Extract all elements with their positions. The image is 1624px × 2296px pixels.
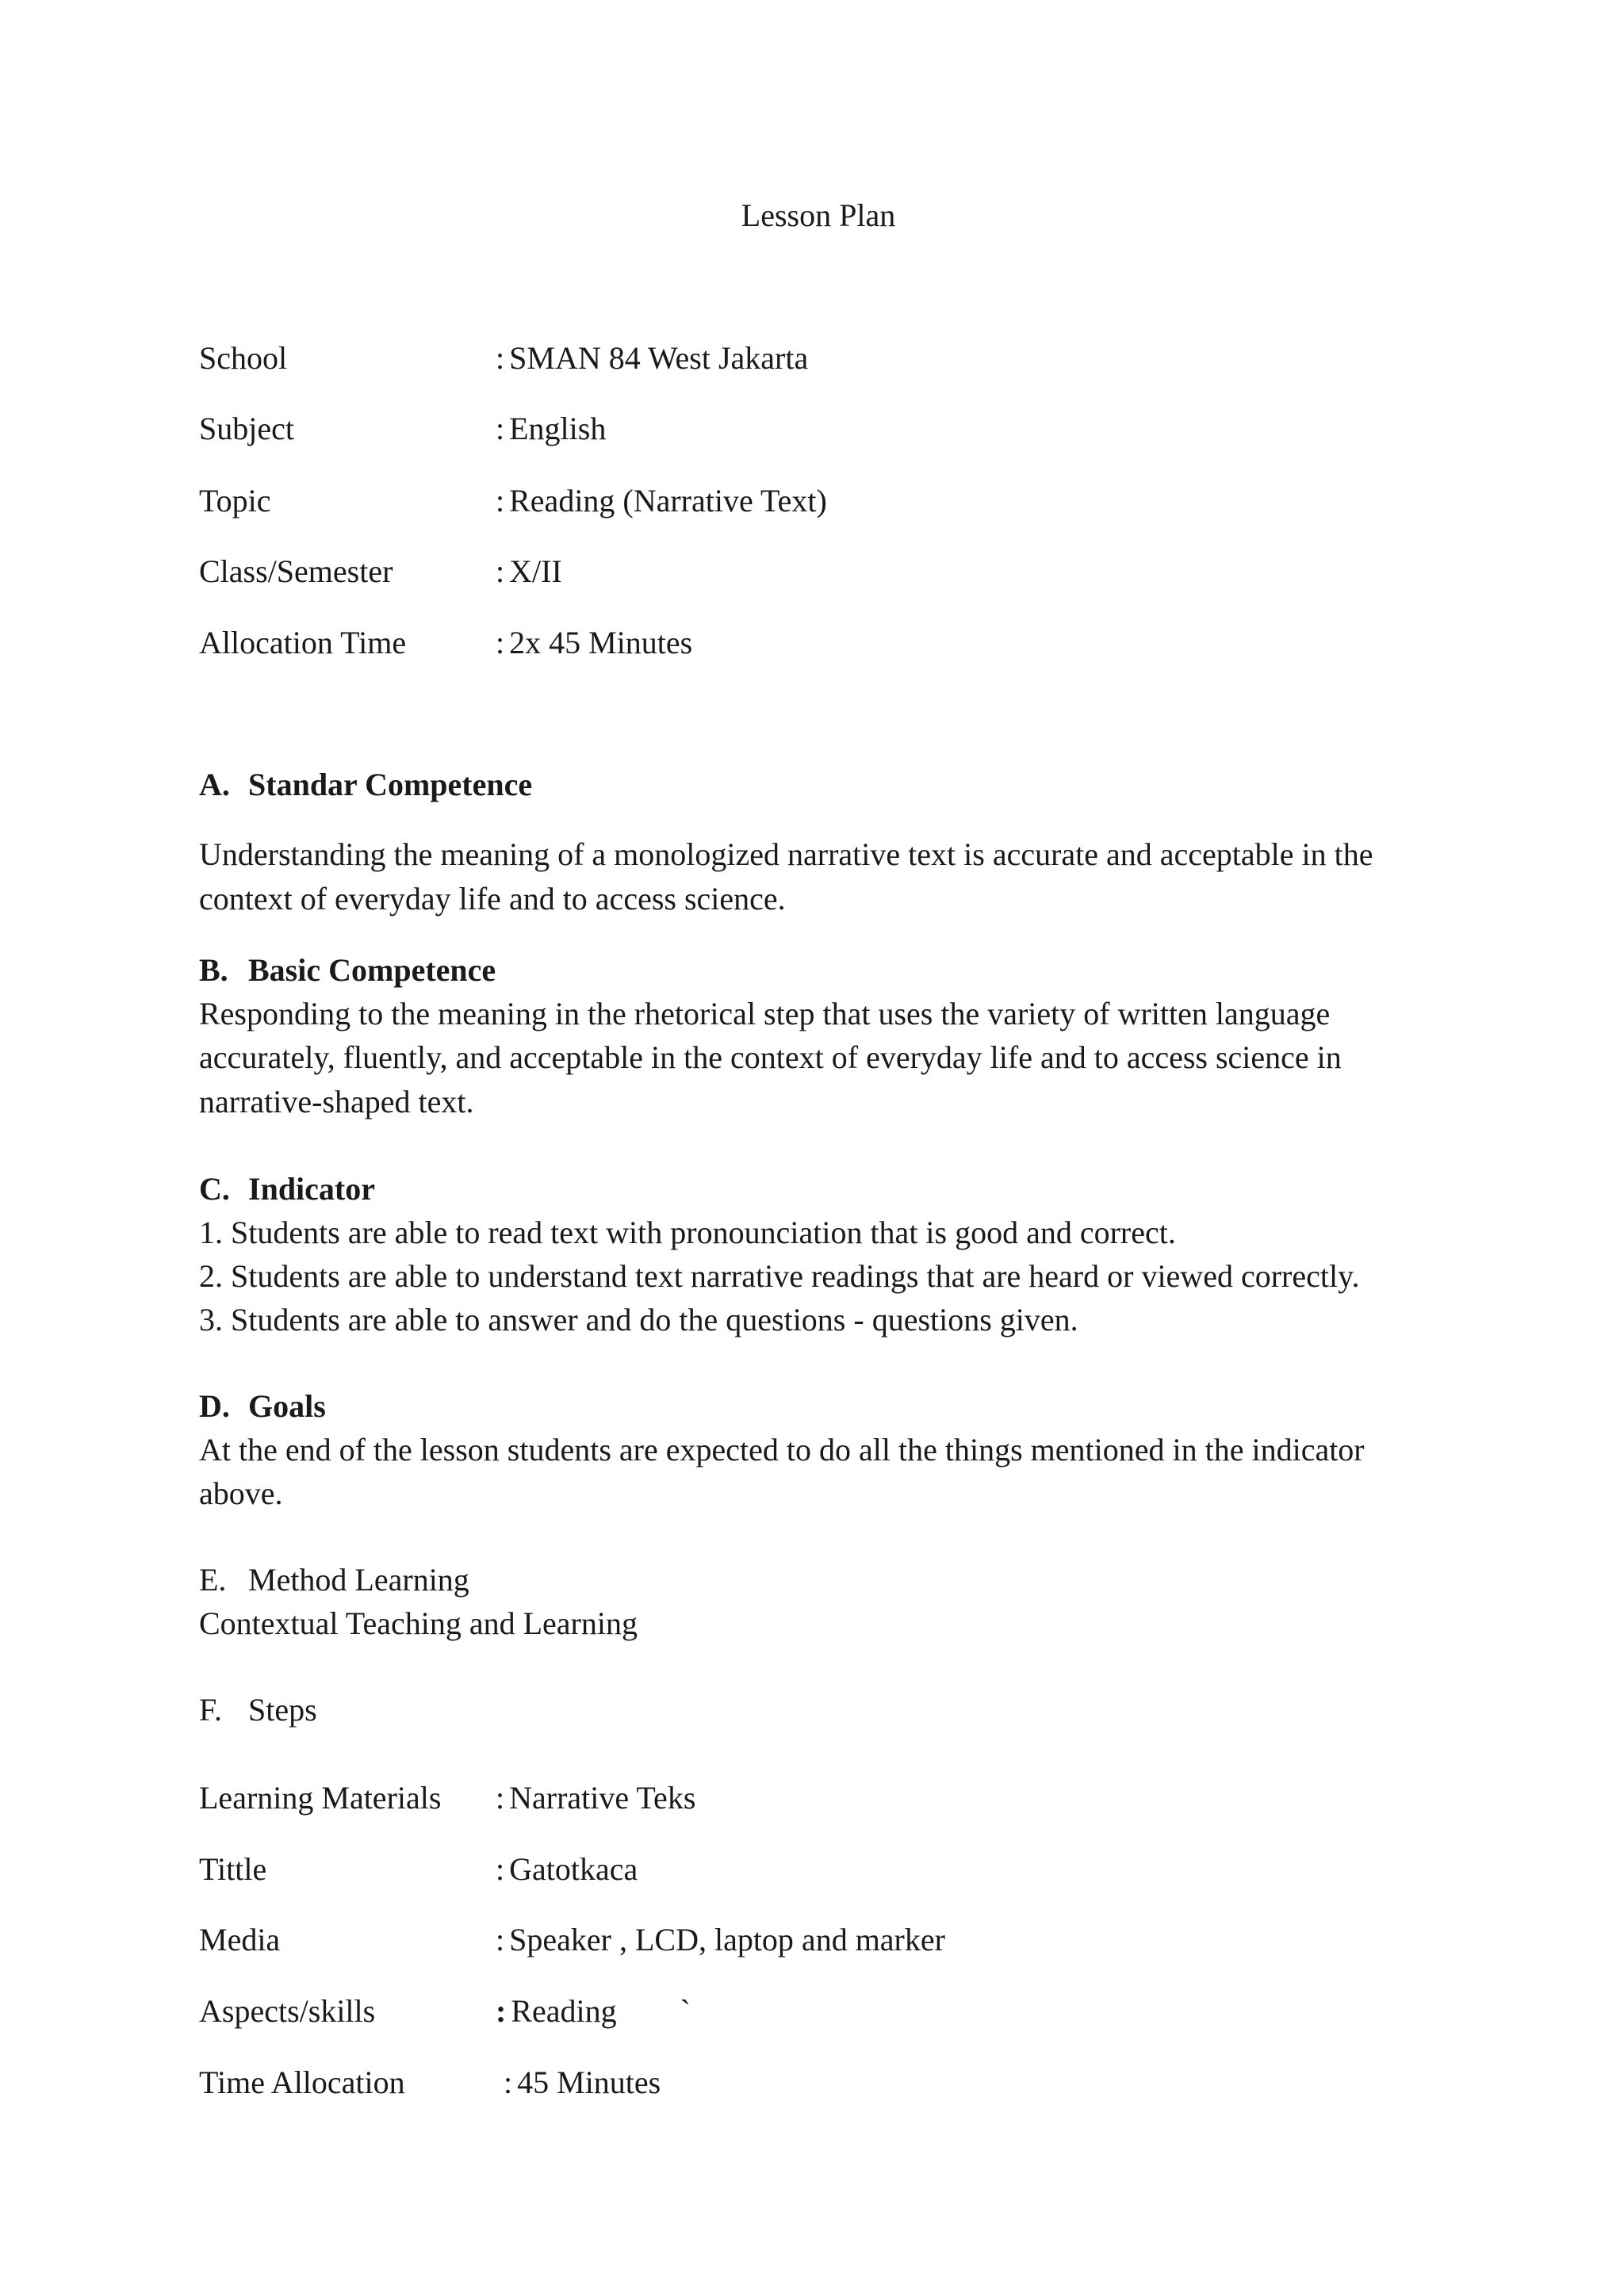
steps-label: Time Allocation — [199, 2064, 405, 2100]
document-title: Lesson Plan — [741, 197, 896, 233]
identity-value: 2x 45 Minutes — [509, 625, 693, 660]
steps-value: Gatotkaca — [509, 1851, 638, 1887]
steps-value: Speaker , LCD, laptop and marker — [509, 1922, 945, 1957]
section-heading-indicator: C. Indicator — [199, 1171, 375, 1207]
identity-value: Reading (Narrative Text) — [509, 483, 827, 519]
section-heading-goals: D. Goals — [199, 1388, 326, 1424]
section-heading-basic-competence: B. Basic Competence — [199, 952, 496, 988]
identity-label: Class/Semester — [199, 553, 393, 589]
section-b-line: accurately, fluently, and acceptable in the context of everyday life and to access science in — [199, 1039, 1342, 1075]
section-a-line: context of everyday life and to access science. — [199, 881, 786, 916]
identity-value: X/II — [509, 553, 562, 589]
section-heading-method-learning: E. Method Learning — [199, 1562, 469, 1598]
steps-label: Tittle — [199, 1851, 267, 1887]
identity-label: School — [199, 340, 288, 376]
steps-label: Aspects/skills — [199, 1993, 376, 2029]
section-e-body: Contextual Teaching and Learning — [199, 1605, 638, 1641]
section-heading-standar-competence: A. Standar Competence — [199, 767, 533, 802]
steps-value: 45 Minutes — [517, 2064, 661, 2100]
section-d-line: At the end of the lesson students are expected to do all the things mentioned in the indicator — [199, 1432, 1365, 1468]
steps-label: Learning Materials — [199, 1780, 442, 1816]
steps-label: Media — [199, 1922, 281, 1957]
document-page: Lesson Plan School : SMAN 84 West Jakarta Subject : English Topic : Reading (Narrative Text) Class/Semester : X/II Allocation Time : 2x 45 Minutes A. Standar Competence Understanding the meaning of a monologized narrative text is accurate and acceptable in the context of everyday life and to access science. B. Basic Competence Responding to the meaning in the rhetorical step that uses the variety of written language accurately, fluently, and acceptable in the context of everyday life and to access science in narrative-shaped text. C. Indicator 1. Students are able to read text with pronounciation that is good and correct. 2. Students are able to understand text narrative readings that are heard or viewed correctly. 3. Students are able to answer and do the questions - questions given. D. Goals At the end of the lesson students are expected to do all the things mentioned in the indicator above. E. Method Learning Contextual Teaching and Learning F. Steps Learning Materials : Narrative Teks Tittle : Gatotkaca Media : Speaker , LCD, laptop and marker Aspects/skills : Reading ` Time Allocation : 45 Minutes — [0, 0, 1624, 2296]
identity-label: Allocation Time — [199, 625, 407, 660]
indicator-item: 1. Students are able to read text with pronounciation that is good and correct. — [199, 1215, 1176, 1250]
section-b-line: narrative-shaped text. — [199, 1084, 474, 1119]
section-heading-steps: F. Steps — [199, 1692, 317, 1728]
section-b-line: Responding to the meaning in the rhetorical step that uses the variety of written language — [199, 996, 1331, 1031]
identity-label: Subject — [199, 411, 294, 446]
steps-value: Narrative Teks — [509, 1780, 696, 1816]
identity-value: English — [509, 411, 607, 446]
indicator-item: 2. Students are able to understand text narrative readings that are heard or viewed correctly. — [199, 1258, 1360, 1294]
identity-label: Topic — [199, 483, 271, 519]
steps-value: Reading ` — [511, 1993, 691, 2029]
section-a-line: Understanding the meaning of a monologized narrative text is accurate and acceptable in the — [199, 836, 1373, 872]
indicator-item: 3. Students are able to answer and do the questions - questions given. — [199, 1302, 1078, 1337]
identity-value: SMAN 84 West Jakarta — [509, 340, 809, 376]
section-d-line: above. — [199, 1475, 283, 1511]
